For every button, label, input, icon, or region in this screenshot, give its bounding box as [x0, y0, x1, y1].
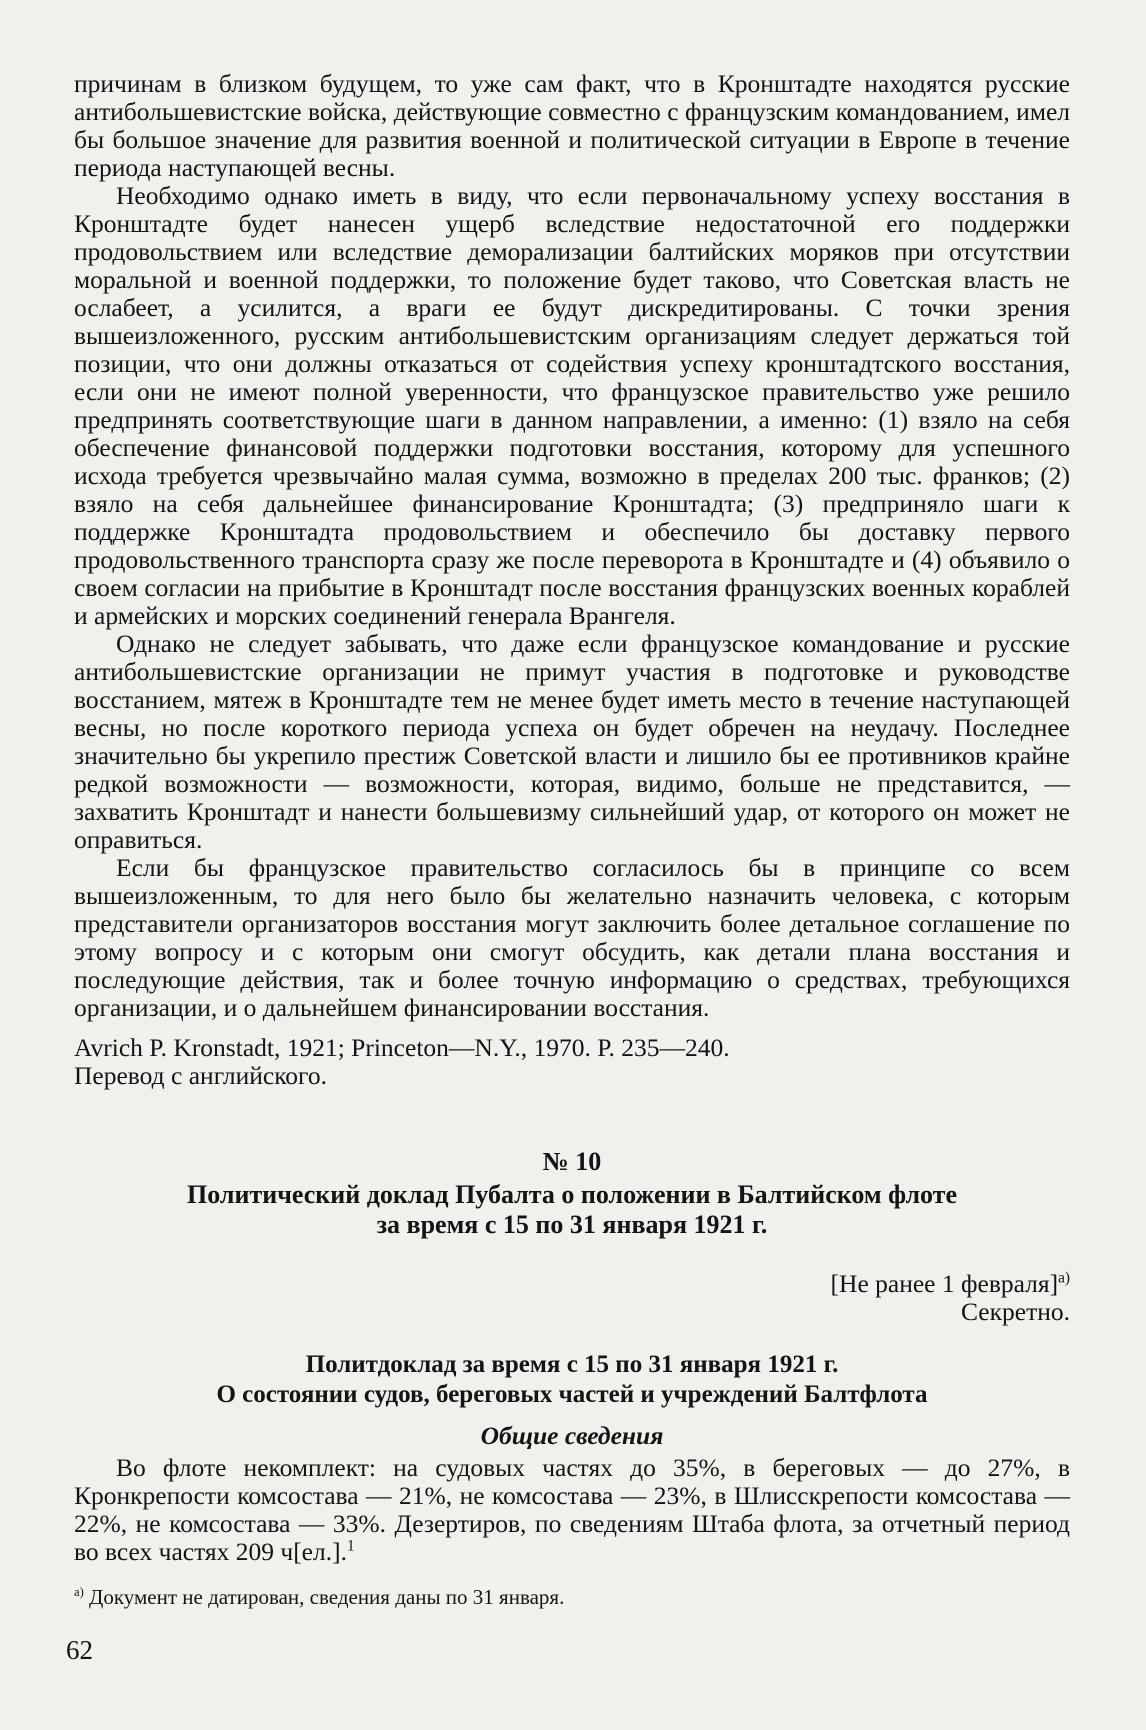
report-subtitle-line: О состоянии судов, береговых частей и учреждений Балтфлота — [216, 1381, 928, 1408]
paragraph: Однако не следует забывать, что даже если французское командование и русские антибольшевистские организации не примут участия в подготовке и руководстве восстанием, мятеж в Кронштадте тем не менее будет иметь место в течение наступающей весны, но после короткого периода успеха он будет обречен на неудачу. Последнее значительно бы укрепило престиж Советской власти и лишило бы ее противников крайне редкой возможности — возможности, которая, видимо, больше не представится, — захватить Кронштадт и нанести большевизму сильнейший удар, от которого он может не оправиться. — [74, 629, 1070, 854]
footnote-marker: 1 — [346, 1537, 355, 1555]
report-subtitle-line: Политдоклад за время с 15 по 31 января 1921 г. — [305, 1351, 839, 1378]
section-heading: Общие сведения — [480, 1421, 664, 1450]
secrecy-label: Секретно. — [960, 1297, 1070, 1326]
report-body-text: Во флоте некомплект: на судовых частях до 35%, в береговых — до 27%, в Кронкрепости комсостава — 21%, не комсостава — 23%, в Шлисскрепости комсостава — 22%, не комсостава — 33%. Дезертиров, по сведениям Штаба флота, за отчетный период во всех частях 209 ч[ел.]. — [74, 1453, 1070, 1566]
report-subtitle — [74, 1350, 1070, 1410]
text-column — [74, 70, 1070, 1610]
footnote-text: Документ не датирован, сведения даны по 31 января. — [89, 1585, 565, 1609]
source-citation: Avrich P. Kronstadt, 1921; Princeton—N.Y., 1970. P. 235—240. — [74, 1033, 730, 1062]
date-note-text: [Не ранее 1 февраля] — [830, 1269, 1059, 1298]
page-number: 62 — [66, 1635, 93, 1665]
paragraph: причинам в близком будущем, то уже сам факт, что в Кронштадте находятся русские антибольшевистские войска, действующие совместно с французским командованием, имел бы большое значение для развития военной и политической ситуации в Европе в течение периода наступающей весны. — [74, 69, 1070, 182]
source-reference — [74, 1034, 1070, 1090]
document-title — [74, 1180, 1070, 1240]
translation-note: Перевод с английского. — [74, 1061, 327, 1090]
document-number: № 10 — [542, 1147, 602, 1176]
document-title-line: Политический доклад Пубалта о положении в Балтийском флоте — [187, 1180, 957, 1209]
document-meta — [74, 1270, 1070, 1326]
footnote — [74, 1584, 1070, 1610]
paragraph: Если бы французское правительство согласилось бы в принципе со всем вышеизложенным, то для него было бы желательно назначить человека, с которым представители организаторов восстания могут заключить более детальное соглашение по этому вопросу и с которым они смогут обсудить, как детали плана восстания и последующие действия, так и более точную информацию о средствах, требующихся организации, и о дальнейшем финансировании восстания. — [74, 853, 1070, 1022]
date-note — [74, 1270, 1070, 1298]
footnote-marker: а) — [1058, 1269, 1070, 1287]
paragraph: Необходимо однако иметь в виду, что если первоначальному успеху восстания в Кронштадте будет нанесен ущерб вследствие недостаточной его поддержки продовольствием или вследствие деморализации балтийских моряков при отсутствии моральной и военной поддержки, то положение будет таково, что Советская власть не ослабеет, а усилится, а враги ее будут дискредитированы. С точки зрения вышеизложенного, русским антибольшевистским организациям следует держаться той позиции, что они должны отказаться от содействия успеху кронштадтского восстания, если они не имеют полной уверенности, что французское правительство уже решило предпринять соответствующие шаги в данном направлении, а именно: (1) взяло на себя обеспечение финансовой поддержки подготовки восстания, которому для успешного исхода требуется чрезвычайно малая сумма, возможно в пределах 200 тыс. франков; (2) взяло на себя дальнейшее финансирование Кронштадта; (3) предприняло шаги к поддержке Кронштадта продовольствием и обеспечило бы доставку первого продовольственного транспорта сразу же после переворота в Кронштадте и (4) объявило о своем согласии на прибытие в Кронштадт после восстания французских военных кораблей и армейских и морских соединений генерала Врангеля. — [74, 181, 1070, 630]
paragraph — [74, 1454, 1070, 1566]
document-title-line: за время с 15 по 31 января 1921 г. — [376, 1210, 768, 1239]
footnote-marker: а) — [74, 1585, 84, 1599]
